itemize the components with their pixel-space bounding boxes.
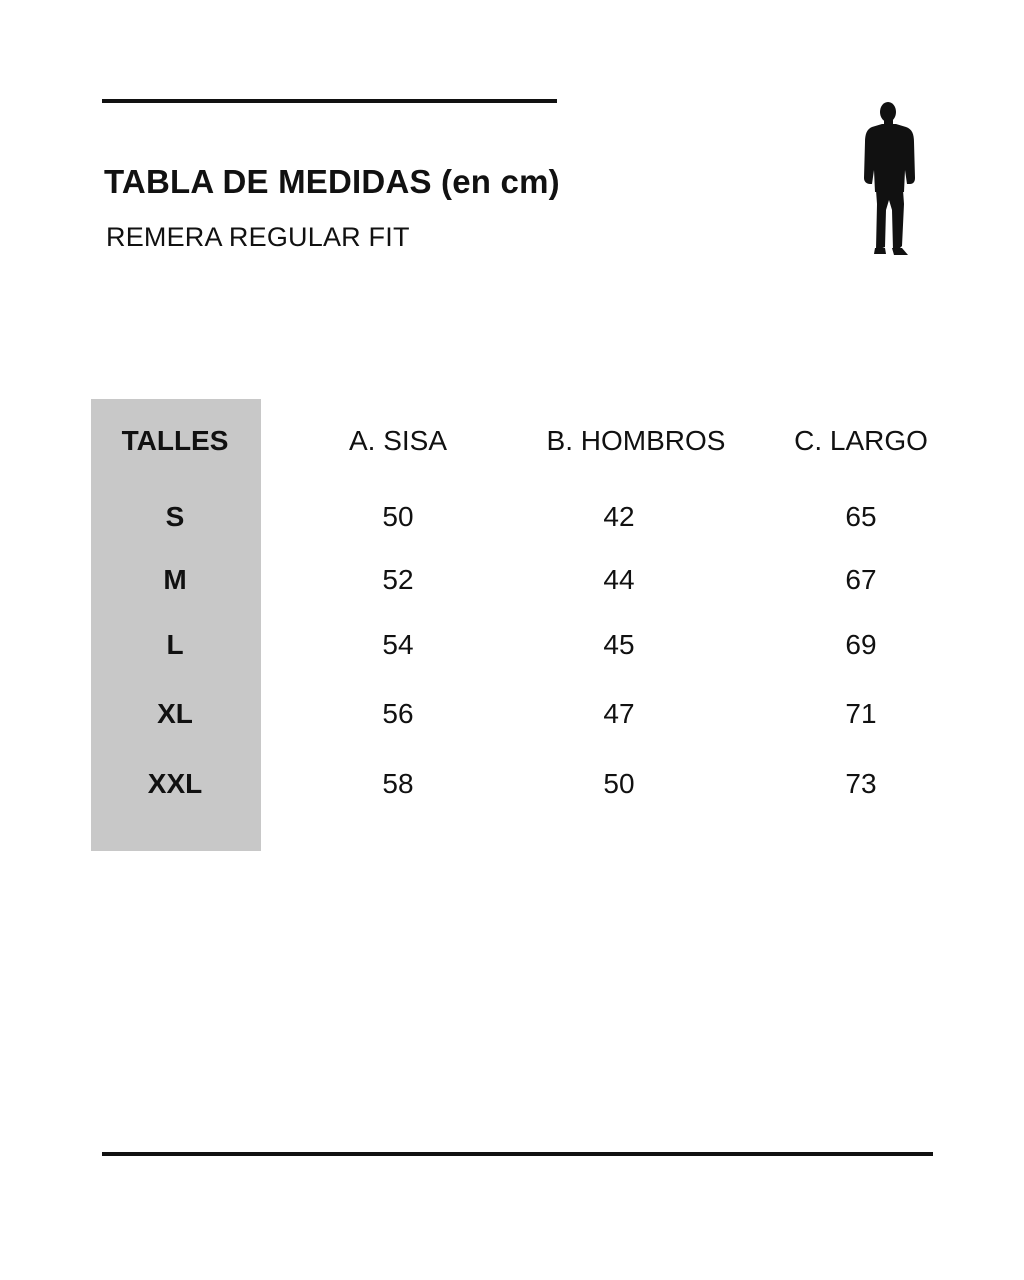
hombros-value: 42 — [603, 501, 635, 532]
sisa-value: 50 — [382, 501, 414, 532]
size-label: L — [166, 629, 184, 660]
page-subtitle: REMERA REGULAR FIT — [106, 222, 410, 252]
column-header-hombros: B. HOMBROS — [546, 425, 726, 456]
size-label: M — [163, 564, 187, 595]
hombros-value: 50 — [603, 768, 635, 799]
sisa-value: 58 — [382, 768, 414, 799]
hombros-value: 45 — [603, 629, 635, 660]
hombros-value: 44 — [603, 564, 635, 595]
page-title: TABLA DE MEDIDAS (en cm) — [104, 163, 560, 200]
person-silhouette-icon — [858, 100, 922, 258]
largo-value: 67 — [845, 564, 877, 595]
hombros-value: 47 — [603, 698, 635, 729]
column-header-talles: TALLES — [121, 425, 229, 456]
column-header-largo: C. LARGO — [794, 425, 928, 456]
column-header-sisa: A. SISA — [348, 425, 448, 456]
largo-value: 73 — [845, 768, 877, 799]
top-divider — [102, 99, 557, 103]
largo-value: 71 — [845, 698, 877, 729]
sisa-value: 52 — [382, 564, 414, 595]
size-label: XL — [157, 698, 193, 729]
size-label: S — [165, 501, 185, 532]
sisa-value: 54 — [382, 629, 414, 660]
size-label: XXL — [147, 768, 203, 799]
largo-value: 69 — [845, 629, 877, 660]
bottom-divider — [102, 1152, 933, 1156]
largo-value: 65 — [845, 501, 877, 532]
sisa-value: 56 — [382, 698, 414, 729]
